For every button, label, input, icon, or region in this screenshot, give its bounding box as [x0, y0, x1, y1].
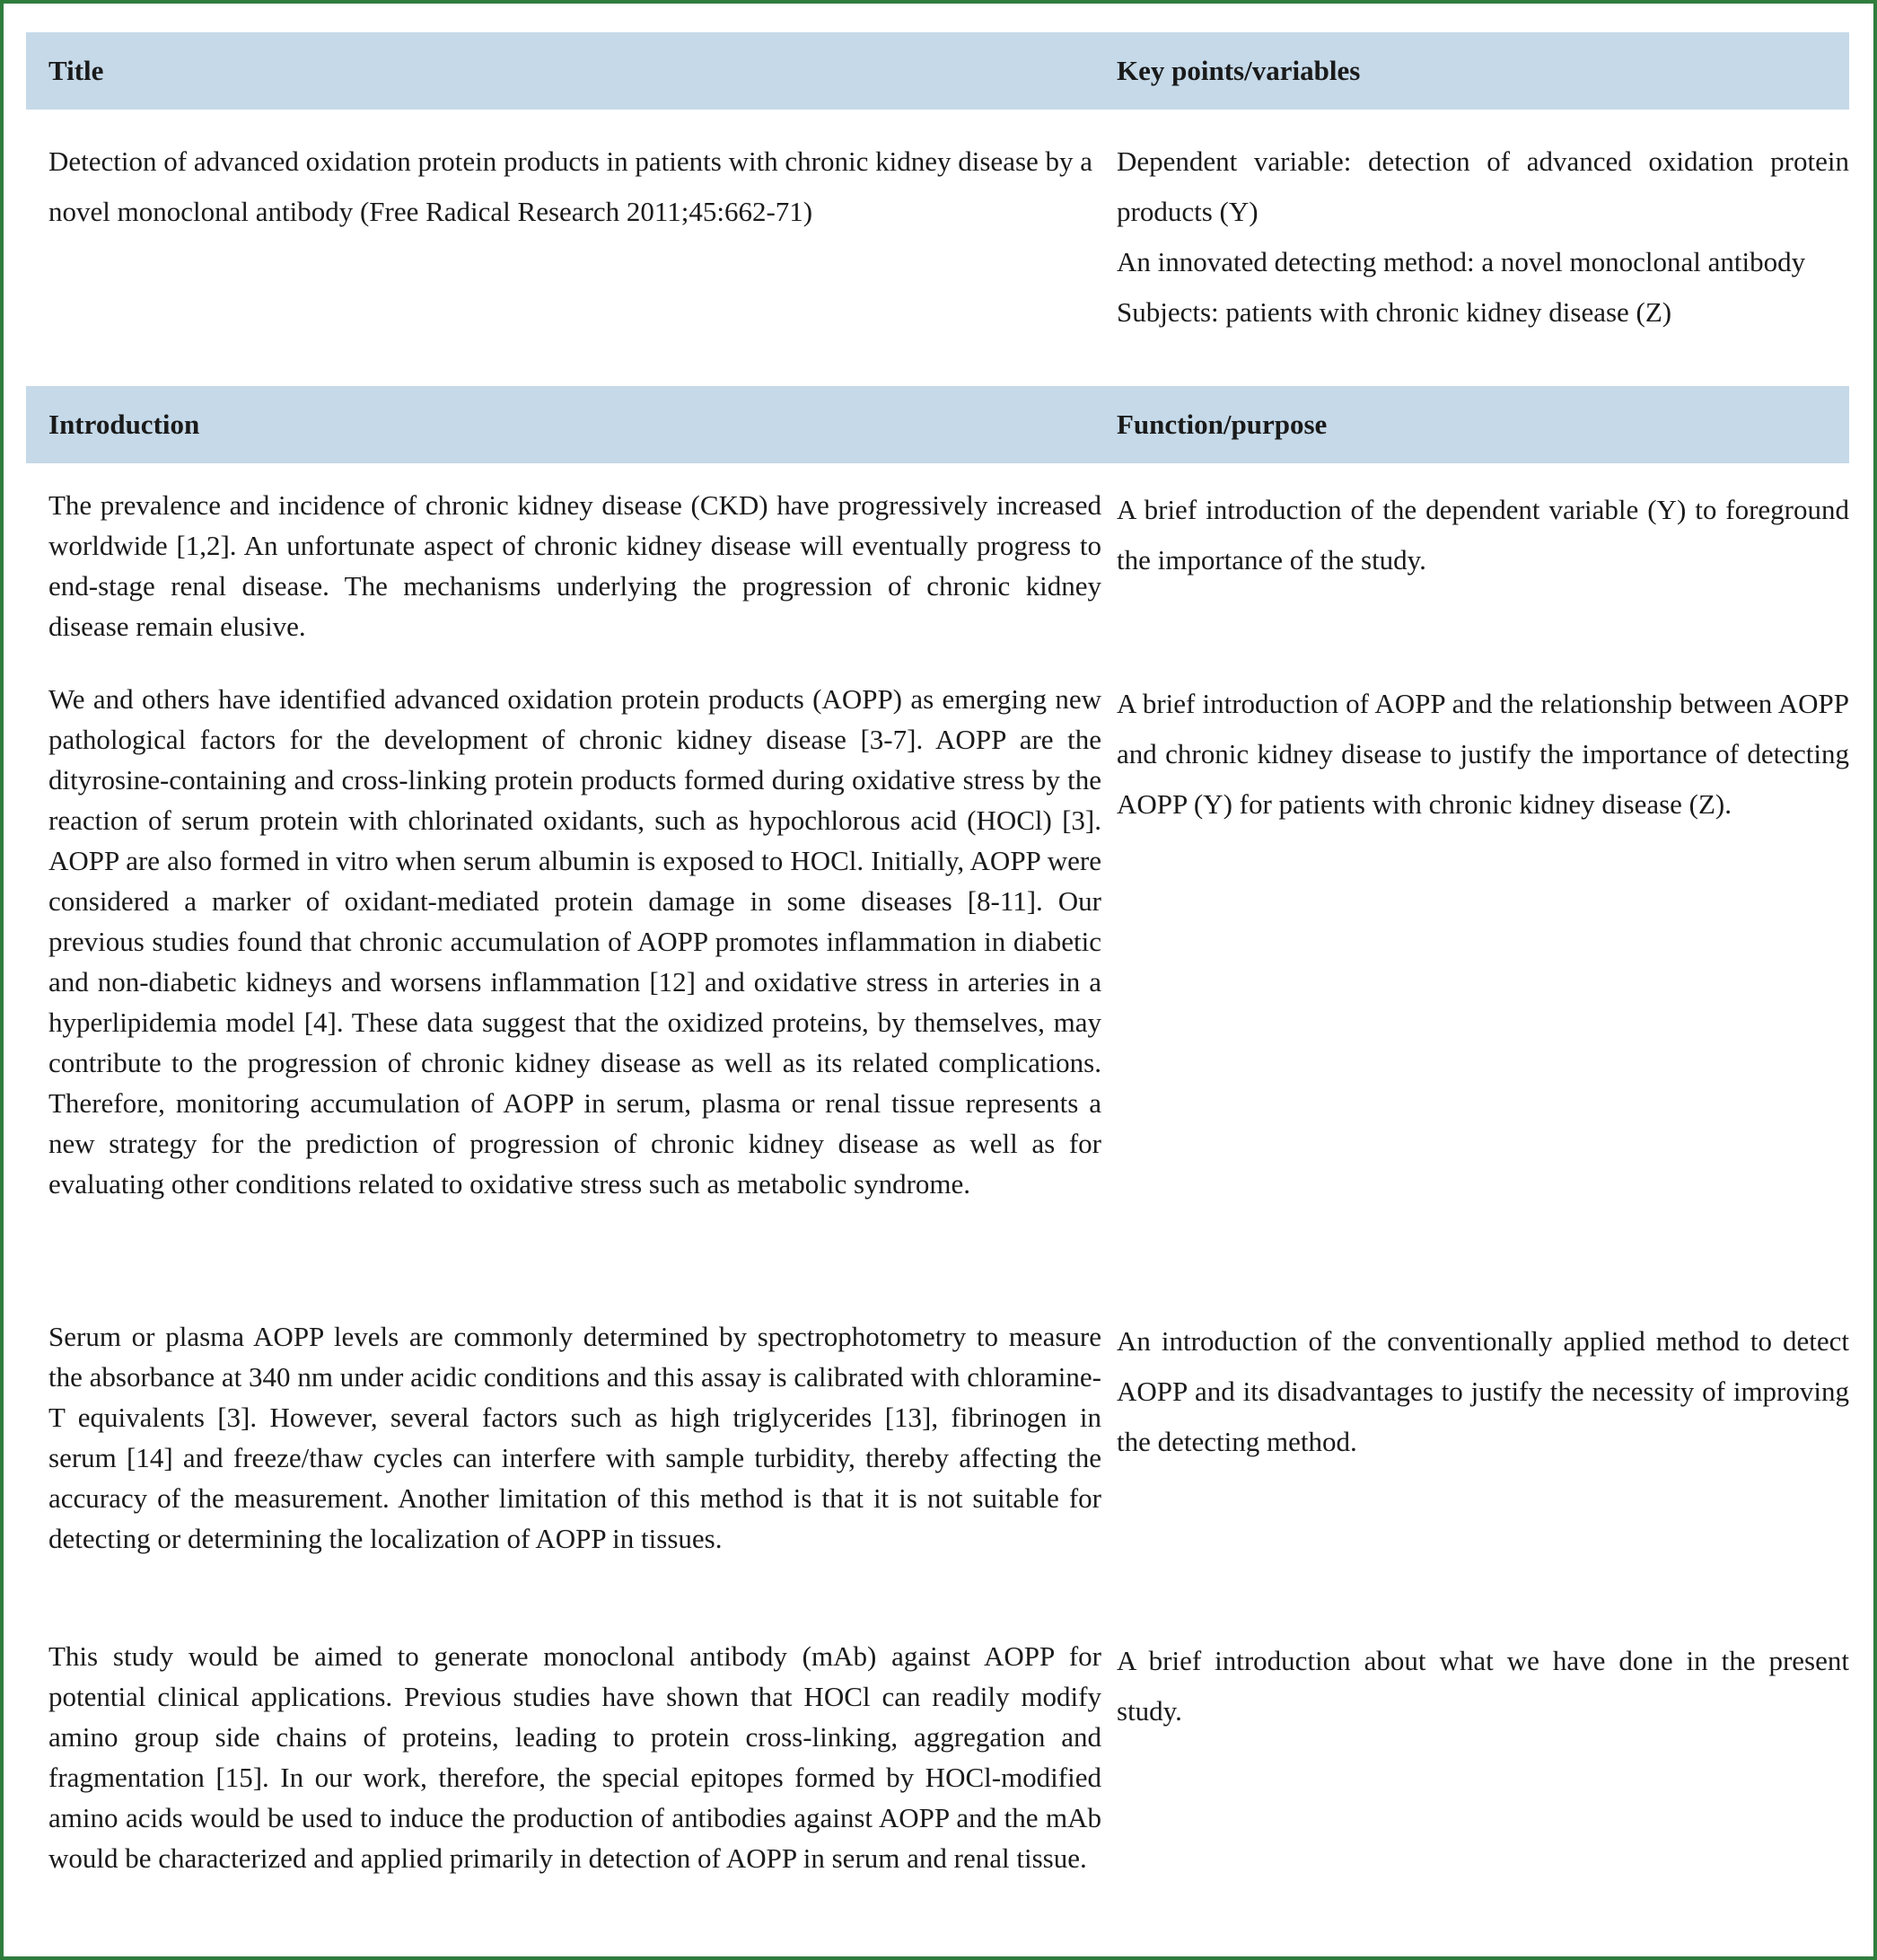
header-row-introduction: [26, 386, 1849, 463]
function-purpose-cell: [1112, 679, 1849, 1271]
table-row: [26, 1298, 1849, 1618]
key-points-cell: [1112, 136, 1849, 368]
function-purpose-cell: [1112, 1316, 1849, 1591]
key-point-dependent-variable: Dependent variable: detection of advanced oxidation protein products (Y): [1117, 145, 1849, 227]
header-title: Title: [48, 55, 104, 86]
header-row-title: [26, 32, 1849, 110]
key-point-subjects: Subjects: patients with chronic kidney disease (Z): [1117, 296, 1672, 328]
intro-paragraph-cell: [26, 679, 1112, 1271]
intro-paragraph: We and others have identified advanced oxidation protein products (AOPP) as emerging new pathological factors for the development of chronic kidney disease [3-7]. AOPP are the dityrosine-containing and cross-linking protein products formed during oxidative stress by the reaction of serum protein with chlorinated oxidants, such as hypochlorous acid (HOCl) [3]. AOPP are also formed in vitro when serum albumin is exposed to HOCl. Initially, AOPP were considered a marker of oxidant-mediated protein damage in some diseases [8-11]. Our previous studies found that chronic accumulation of AOPP promotes inflammation in diabetic and non-diabetic kidneys and worsens inflammation [12] and oxidative stress in arteries in a hyperlipidemia model [4]. These data suggest that the oxidized proteins, by themselves, may contribute to the progression of chronic kidney disease as well as its related complications. Therefore, monitoring accumulation of AOPP in serum, plasma or renal tissue represents a new strategy for the prediction of progression of chronic kidney disease as well as for evaluating other conditions related to oxidative stress such as metabolic syndrome.: [48, 683, 1101, 1200]
table-row: [26, 463, 1849, 661]
summary-table: [26, 32, 1849, 1905]
function-purpose-text: A brief introduction of AOPP and the relationship between AOPP and chronic kidney disease to justify the importance of detecting AOPP (Y) for patients with chronic kidney disease (Z).: [1117, 688, 1849, 820]
intro-paragraph-cell: [26, 1316, 1112, 1591]
intro-paragraph: The prevalence and incidence of chronic kidney disease (CKD) have progressively increased worldwide [1,2]. An unfortunate aspect of chronic kidney disease will eventually progress to end-stage renal disease. The mechanisms underlying the progression of chronic kidney disease remain elusive.: [48, 489, 1101, 642]
intro-paragraph: Serum or plasma AOPP levels are commonly determined by spectrophotometry to measure the absorbance at 340 nm under acidic conditions and this assay is calibrated with chloramine-T equivalents [3]. However, several factors such as high triglycerides [13], fibrinogen in serum [14] and freeze/thaw cycles can interfere with sample turbidity, thereby affecting the accuracy of the measurement. Another limitation of this method is that it is not suitable for detecting or determining the localization of AOPP in tissues.: [48, 1321, 1101, 1554]
function-purpose-text: A brief introduction about what we have done in the present study.: [1117, 1645, 1849, 1727]
intro-paragraph-cell: [26, 485, 1112, 642]
header-introduction: Introduction: [48, 409, 200, 440]
key-point-detecting-method: An innovated detecting method: a novel monoclonal antibody: [1117, 246, 1806, 277]
article-title: Detection of advanced oxidation protein products in patients with chronic kidney disease by a novel monoclonal antibody (Free Radical Research 2011;45:662-71): [48, 145, 1093, 227]
intro-paragraph-cell: [26, 1636, 1112, 1878]
header-key-points: Key points/variables: [1117, 55, 1361, 86]
article-title-cell: [26, 136, 1112, 368]
title-row: [26, 110, 1849, 386]
function-purpose-cell: [1112, 485, 1849, 634]
function-purpose-text: A brief introduction of the dependent variable (Y) to foreground the importance of the study.: [1117, 494, 1849, 576]
function-purpose-cell: [1112, 1636, 1849, 1878]
header-function-purpose: Function/purpose: [1117, 409, 1328, 440]
intro-paragraph: This study would be aimed to generate monoclonal antibody (mAb) against AOPP for potential clinical applications. Previous studies have shown that HOCl can readily modify amino group side chains of proteins, leading to protein cross-linking, aggregation and fragmentation [15]. In our work, therefore, the special epitopes formed by HOCl-modified amino acids would be used to induce the production of antibodies against AOPP and the mAb would be characterized and applied primarily in detection of AOPP in serum and renal tissue.: [48, 1640, 1101, 1874]
function-purpose-text: An introduction of the conventionally applied method to detect AOPP and its disadvantages to justify the necessity of improving the detecting method.: [1117, 1325, 1849, 1457]
table-row: [26, 1618, 1849, 1905]
table-row: [26, 661, 1849, 1298]
